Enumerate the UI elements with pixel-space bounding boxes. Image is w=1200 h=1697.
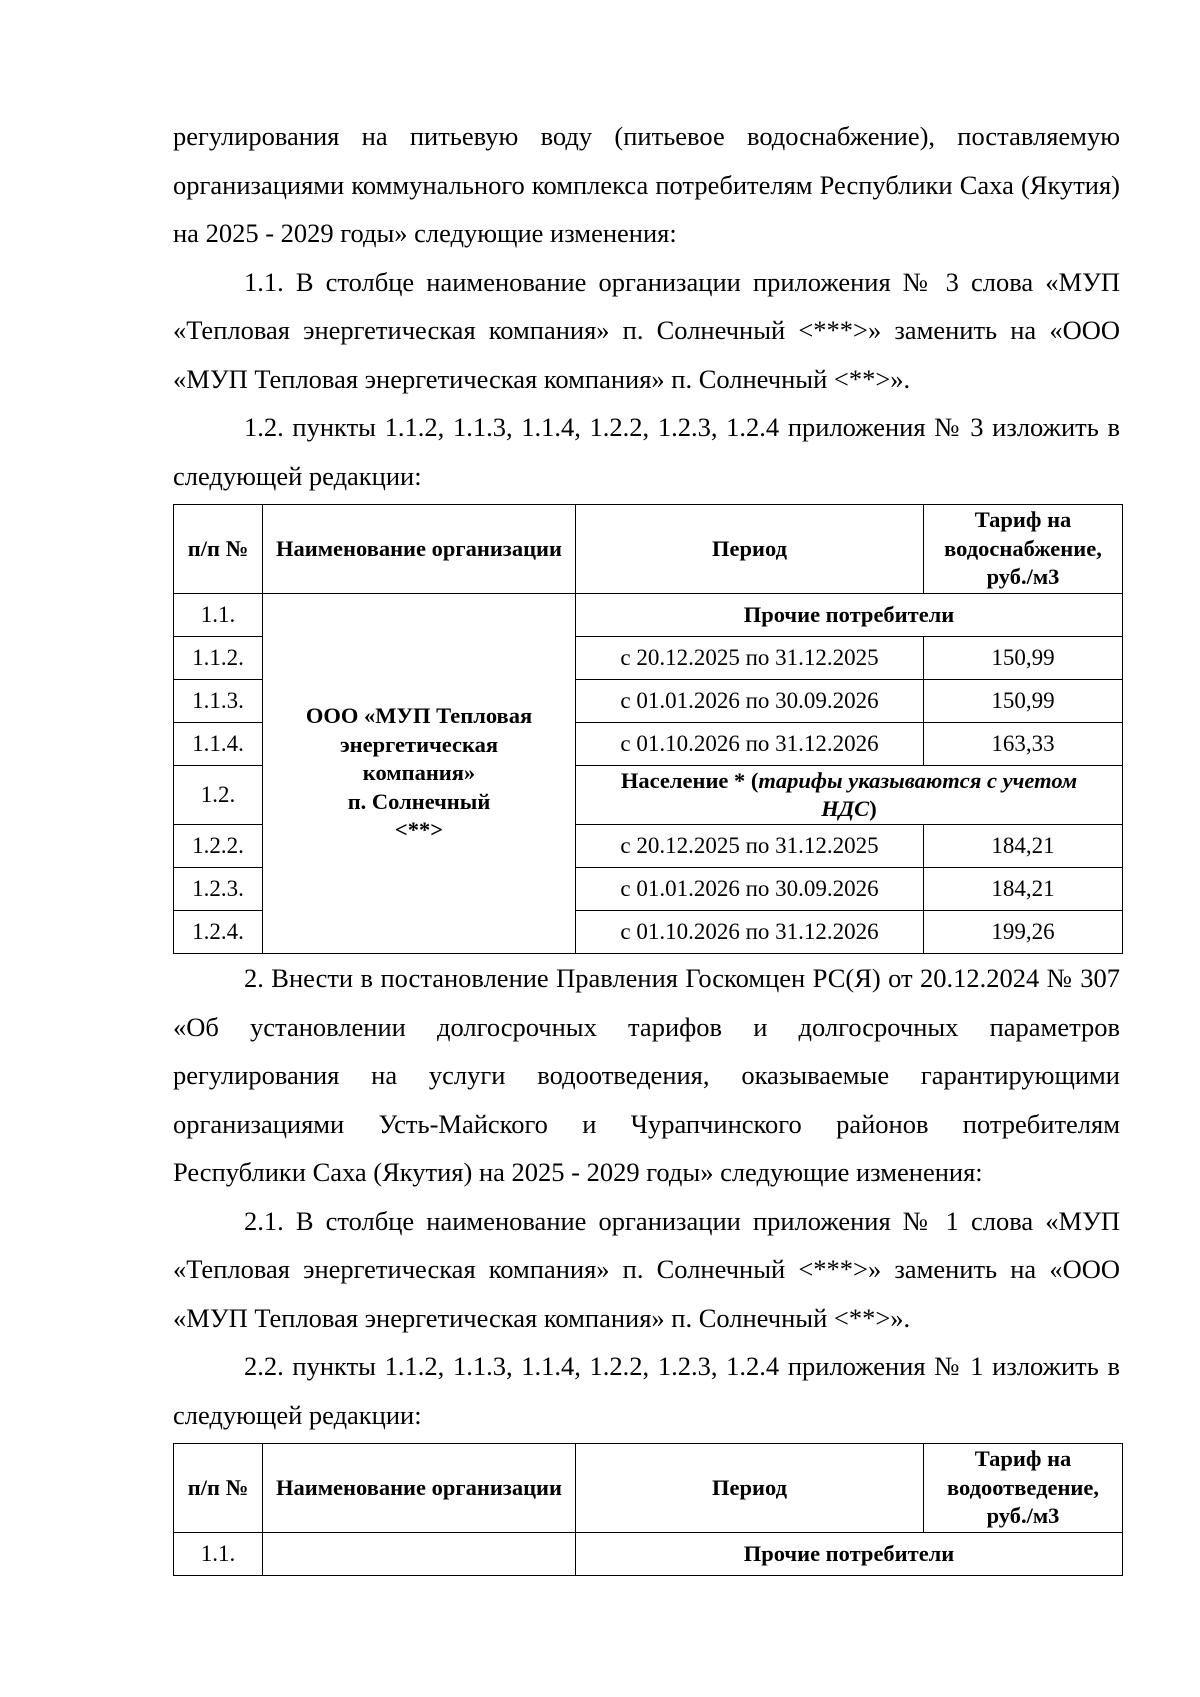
row-num: 1.1.2. [174,637,263,680]
paragraph-2-2: 2.2. пункты 1.1.2, 1.1.3, 1.1.4, 1.2.2, 1.2.3, 1.2.4 приложения № 1 изложить в следующей редакции: [173,1351,1120,1430]
document-content [173,112,1120,1576]
row-num: 1.1.4. [174,723,263,766]
org-name-line: <**> [394,817,444,843]
wastewater-tariff-table [173,1443,1123,1576]
header-tariff: Тариф на водоотведение, руб./м3 [924,1444,1123,1533]
row-period: с 01.01.2026 по 30.09.2026 [576,868,924,911]
row-tariff: 184,21 [924,868,1123,911]
header-period: Период [576,1444,924,1533]
row-period: с 01.10.2026 по 31.12.2026 [576,723,924,766]
group-title-note: тарифы указываются с учетом НДС [758,767,1078,821]
row-tariff: 150,99 [924,637,1123,680]
water-supply-tariff-table [173,504,1123,954]
row-tariff: 184,21 [924,825,1123,868]
row-num: 1.1.3. [174,680,263,723]
org-name-line: энергетическая [339,731,499,757]
row-period: с 20.12.2025 по 31.12.2025 [576,825,924,868]
row-period: с 20.12.2025 по 31.12.2025 [576,637,924,680]
header-org: Наименование организации [263,505,576,594]
row-period: с 01.01.2026 по 30.09.2026 [576,680,924,723]
group-title [576,766,1123,825]
paragraph-2-1: 2.1. В столбце наименование организации приложения № 1 слова «МУП «Тепловая энергетическая компания» п. Солнечный <***>» заменить на «ООО «МУП Тепловая энергетическая компания» п. Солнечный <**>». [173,1205,1120,1333]
org-name-line: п. Солнечный [347,788,491,814]
paragraph-1-1: 1.1. В столбце наименование организации приложения № 3 слова «МУП «Тепловая энергетическая компания» п. Солнечный <***>» заменить на «ООО «МУП Тепловая энергетическая компания» п. Солнечный <**>». [173,266,1120,394]
paragraph-2: 2. Внести в постановление Правления Госкомцен РС(Я) от 20.12.2024 № 307 «Об установлении долгосрочных тарифов и долгосрочных параметров регулирования на услуги водоотведения, оказываемые гарантирующими организациями Усть-Майского и Чурапчинского районов потребителям Республики Саха (Якутия) на 2025 - 2029 годы» следующие изменения: [173,963,1120,1187]
row-num: 1.2.3. [174,868,263,911]
row-tariff: 199,26 [924,911,1123,954]
header-num: п/п № [174,1444,263,1533]
org-name-line: компания» [362,760,476,786]
row-tariff: 150,99 [924,680,1123,723]
row-num: 1.2.2. [174,825,263,868]
group-title: Прочие потребители [576,594,1123,637]
row-num: 1.1. [174,594,263,637]
group-title: Прочие потребители [576,1533,1123,1576]
row-num: 1.1. [174,1533,263,1576]
row-num: 1.2. [174,766,263,825]
header-org: Наименование организации [263,1444,576,1533]
header-period: Период [576,505,924,594]
table-header-row [174,505,1123,594]
header-num: п/п № [174,505,263,594]
organization-name-cell [263,594,576,954]
paragraph-1-2: 1.2. пункты 1.1.2, 1.1.3, 1.1.4, 1.2.2, 1.2.3, 1.2.4 приложения № 3 изложить в следующей редакции: [173,412,1120,491]
group-title-prefix: Население * ( [620,767,759,793]
row-num: 1.2.4. [174,911,263,954]
paragraph-continuation: регулирования на питьевую воду (питьевое водоснабжение), поставляемую организациями коммунального комплекса потребителям Республики Саха (Якутия) на 2025 - 2029 годы» следующие изменения: [173,121,1120,248]
table-group-row [174,594,1123,637]
header-tariff: Тариф на водоснабжение, руб./м3 [924,505,1123,594]
row-tariff: 163,33 [924,723,1123,766]
row-period: с 01.10.2026 по 31.12.2026 [576,911,924,954]
org-name-line: ООО «МУП Тепловая [305,703,533,729]
table-group-row [174,1533,1123,1576]
group-title-suffix: ) [869,796,877,821]
organization-name-cell [263,1533,576,1576]
table-header-row [174,1444,1123,1533]
